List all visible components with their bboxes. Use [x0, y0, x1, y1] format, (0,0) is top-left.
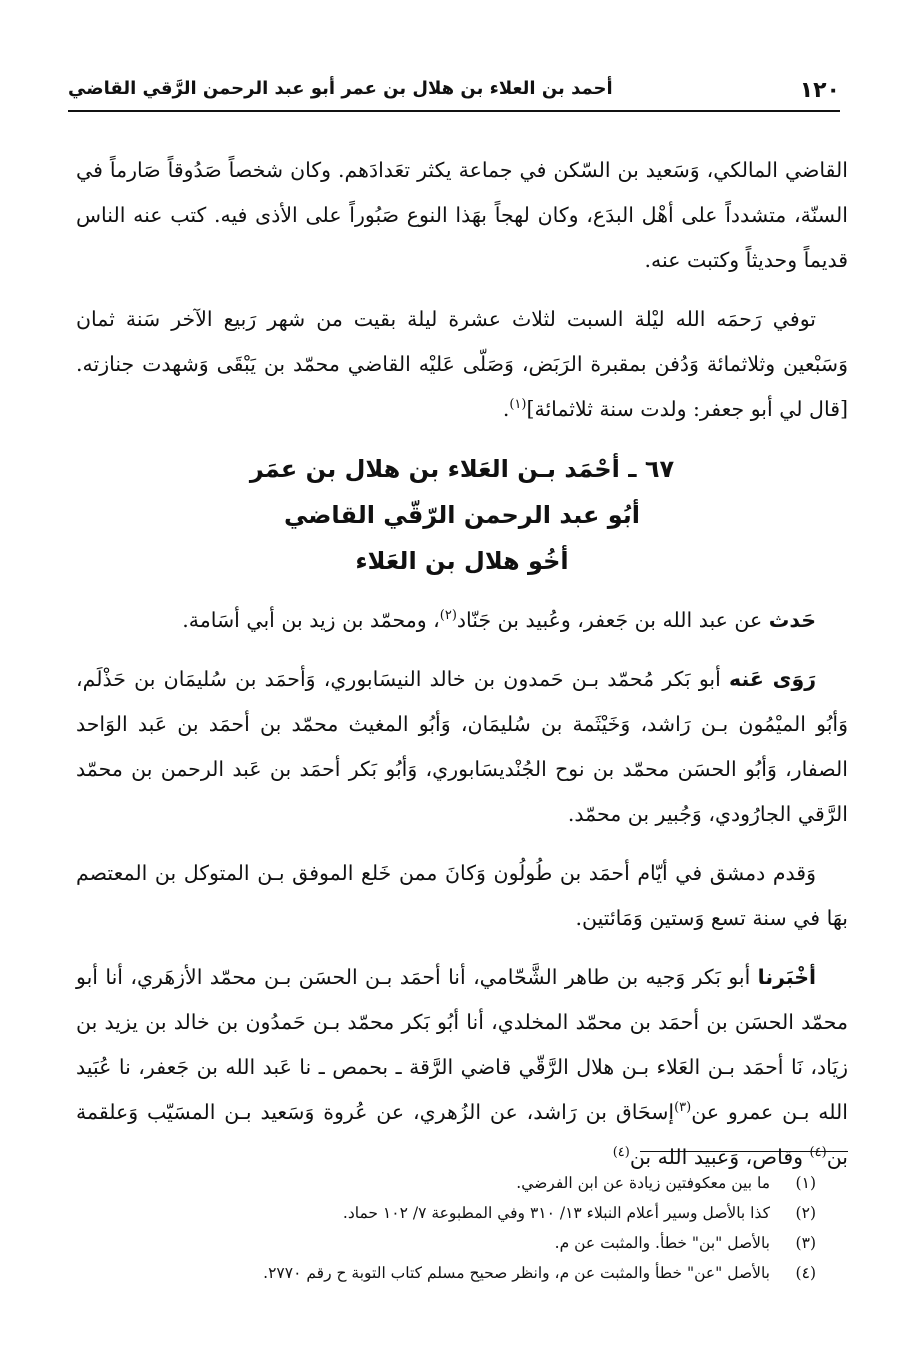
page-header [68, 62, 840, 112]
footnote-ref-1: (١) [509, 397, 527, 413]
footnote-ref-2: (٢) [439, 608, 457, 624]
paragraph-1: القاضي المالكي، وَسَعيد بن السّكن في جماعة يكثر تعَدادَهم. وكان شخصاً صَدُوقاً صَارماً في السنّة، متشدداً على أهْل البدَع، وكان لهجاً بهَذا النوع صَبُوراً على الأذى فيه. كتب عنه الناس قديماً وحديثاً وكتبت عنه. [76, 158, 848, 272]
running-title: أحمد بن العلاء بن هلال بن عمر أبو عبد الرحمن الرَّقي القاضي [68, 78, 613, 99]
footnote-ref-3: (٣) [674, 1100, 692, 1116]
heading-line-3: أخُو هلال بن العَلاء [355, 547, 569, 575]
paragraph-3: حَدث عن عبد الله بن جَعفر، وعُبيد بن جَنّاد$^{(٢)}$، ومحمّد بن زيد بن أبي أسَامة. [182, 608, 816, 632]
entry-heading [76, 446, 848, 584]
paragraph-6: أخْبَرنا أبو بَكر وَجيه بن طاهر الشَّحّامي، أنا أحمَد بـن الحسَن بـن محمّد الأزهَري، أنا أبو محمّد الحسَن بن أحمَد بن محمّد المخلدي، أنا أبُو بَكر محمّد بـن حَمدُون بن خالد بن يزيد بن زيَاد، نَا أحمَد بـن العَلاء بـن هلال الرَّقّي قاضي الرَّقة ـ بحمص ـ نا عَبد الله بن جَعفر، نا عُبَيد الله بـن عمرو عن$^{(٣)}$إسحَاق بن رَاشد، عن الزُهري، عن عُروة وَسَعيد بـن المسَيّب وَعلقمة بن$^{(٤)}$ وقاص، وَعبيد الله بن$^{(٤)}$ [76, 965, 848, 1169]
lead-word: أخْبَرنا [757, 965, 816, 989]
footnote-ref-4b: (٤) [612, 1145, 630, 1161]
footnote-divider [640, 1151, 848, 1152]
footnote-item: (٢) كذا بالأصل وسير أعلام النبلاء ١٣/ ٣١٠ وفي المطبوعة ٧/ ١٠٢ حماد. [342, 1204, 816, 1222]
lead-word: حَدث [768, 608, 816, 632]
footnotes [76, 1168, 816, 1288]
page-number: ١٢٠ [799, 78, 840, 103]
footnote-item: (٣) بالأصل "بن" خطأ. والمثبت عن م. [554, 1234, 816, 1252]
main-text [76, 148, 848, 1194]
paragraph-4: رَوَى عَنه أبو بَكر مُحمّد بـن حَمدون بن خالد النيسَابوري، وَأحمَد بن سُليمَان بن حَذْلَم، وَأبُو الميْمُون بـن رَاشد، وَخَيْثَمة بن سُليمَان، وَأبُو المغيث محمّد بن أحمَد بن عَبد الوَاحد الصفار، وَأبُو الحسَن محمّد بن نوح الجُنْديسَابوري، وَأبُو بَكر أحمَد بن عَبد الرحمن بن محمّد الرَّقي الجارُودي، وَجُبير بن محمّد. [76, 667, 848, 826]
paragraph-5: وَقدم دمشق في أيّام أحمَد بن طُولُون وَكانَ ممن خَلع الموفق بـن المتوكل بن المعتصم بهَا في سنة تسع وَستين وَمَائتين. [76, 861, 848, 930]
footnote-item: (٤) بالأصل "عن" خطأ والمثبت عن م، وانظر صحيح مسلم كتاب التوبة ح رقم ٢٧٧٠. [263, 1264, 816, 1282]
paragraph-2: توفي رَحمَه الله ليْلة السبت لثلاث عشرة ليلة بقيت من شهر رَبيع الآخر سَنة ثمان وَسَبْعين وثلاثمائة وَدُفن بمقبرة الرَبَض، وَصَلّى عَليْه القاضي محمّد بن يَبْقَى وَشهدت جنازته. [قال لي أبو جعفر: ولدت سنة ثلاثمائة]$^{(١)}$. [76, 307, 848, 421]
lead-word: رَوَى عَنه [729, 667, 816, 691]
heading-line-2: أبُو عبد الرحمن الرّقّي القاضي [283, 501, 641, 529]
heading-line-1: ٦٧ ـ أحْمَد بـن العَلاء بن هلال بن عمَر [249, 455, 675, 483]
footnote-item: (١) ما بين معكوفتين زيادة عن ابن الفرضي. [516, 1174, 816, 1192]
footnote-ref-4: (٤) [809, 1145, 827, 1161]
